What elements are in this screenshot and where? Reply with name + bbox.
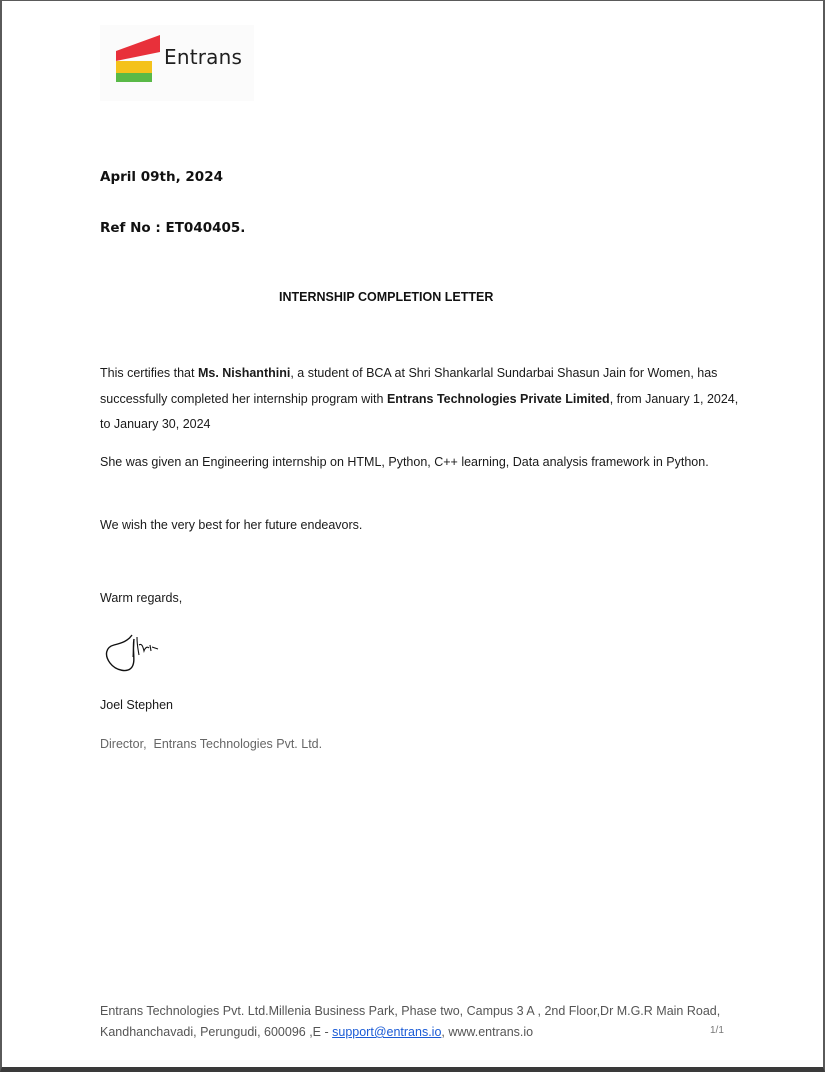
signature-image <box>102 631 164 675</box>
reference-number: Ref No : ET040405. <box>100 220 246 236</box>
footer-website: , www.entrans.io <box>441 1025 534 1039</box>
closing-salutation: Warm regards, <box>100 591 183 605</box>
internship-details-paragraph: She was given an Engineering internship on HTML, Python, C++ learning, Data analysis framework in Python. <box>100 455 709 469</box>
letter-title: INTERNSHIP COMPLETION LETTER <box>279 290 494 304</box>
page-number: 1/1 <box>710 1025 724 1036</box>
company-logo <box>100 25 254 101</box>
letter-date: April 09th, 2024 <box>100 169 223 185</box>
footer-address: Entrans Technologies Pvt. Ltd.Millenia Business Park, Phase two, Campus 3 A , 2nd Floor,Dr M.G.R Main Road, Kandhanchavadi, Perungudi, 600096 ,E - <box>100 1004 721 1039</box>
p1-text-1: This certifies that <box>100 366 198 380</box>
intern-name: Ms. Nishanthini <box>197 366 291 380</box>
p1-text-2: , a student of BCA at Shri Shankarlal Sundarbai Shasun Jain for Women, has successfully completed her internship program with <box>100 366 718 406</box>
letter-footer <box>100 1001 730 1043</box>
company-name: Entrans Technologies Private Limited <box>386 391 610 406</box>
signer-role: Director, Entrans Technologies Pvt. Ltd. <box>100 737 323 751</box>
p1-text-3: , from January 1, 2024, to January 30, 2024 <box>100 391 739 431</box>
logo-red-band <box>116 35 160 61</box>
signer-name: Joel Stephen <box>100 698 173 712</box>
support-email-link[interactable]: support@entrans.io <box>332 1025 442 1039</box>
certification-paragraph <box>100 361 740 438</box>
entrans-logo-icon <box>114 33 162 83</box>
wishes-paragraph: We wish the very best for her future endeavors. <box>100 518 363 532</box>
logo-wordmark: Entrans <box>164 45 243 69</box>
